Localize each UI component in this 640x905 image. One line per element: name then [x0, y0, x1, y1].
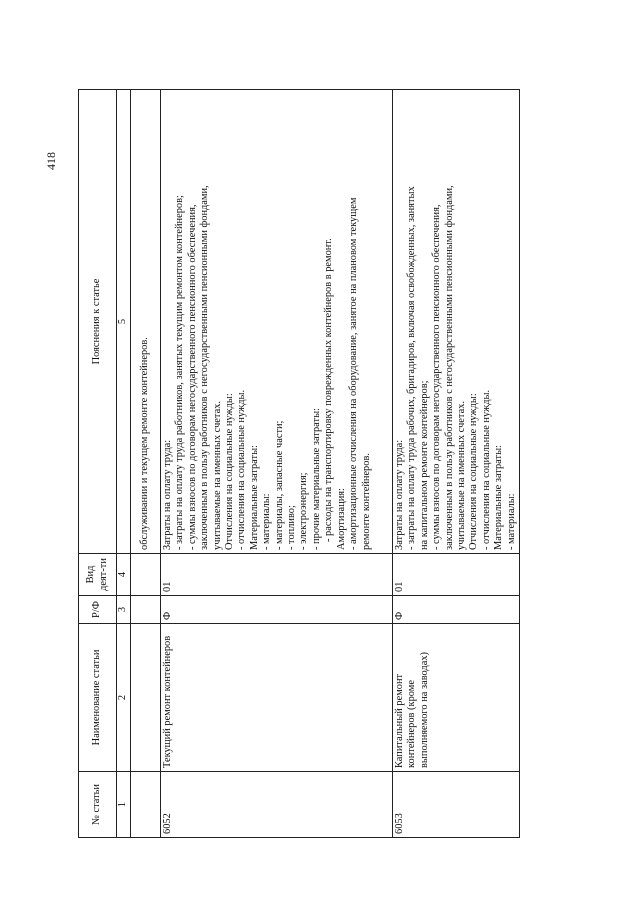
rf-value: Ф [393, 596, 520, 624]
article-number: 6053 [393, 772, 520, 838]
cost-items-table [78, 89, 520, 838]
explanation-line: - топливо; [286, 505, 298, 550]
rotated-table-container [78, 90, 517, 838]
explanation-line: учитываемые на именных счетах. [211, 401, 223, 550]
header-numbers-row [117, 90, 131, 838]
explanation-line: - отчисления на социальные нужды. [480, 389, 492, 550]
rf-value: Ф [161, 596, 393, 624]
explanation-line: - электроэнергия; [298, 472, 310, 550]
explanation-line: ремонте контейнеров. [360, 453, 372, 550]
header-number: 2 [117, 624, 131, 772]
header-activity-type: Вид деят-ти [79, 554, 117, 596]
header-article-number: № статьи [79, 772, 117, 838]
explanation-line: - амортизационные отчисления на оборудование, занятое на плановом текущем [348, 197, 360, 550]
explanation-line: заключенным в пользу работников с негосударственными пенсионными фондами, [443, 185, 455, 550]
explanation-line: на капитальном ремонте контейнеров; [418, 380, 430, 550]
header-rf: Р/Ф [79, 596, 117, 624]
page-number: 418 [44, 152, 58, 170]
explanation-line: Материальные затраты: [493, 445, 505, 550]
header-article-name: Наименование статьи [79, 624, 117, 772]
header-explanation: Пояснения к статье [79, 90, 117, 554]
article-name: Текущий ремонт контейнеров [161, 624, 393, 772]
activity-type: 01 [161, 554, 393, 596]
explanation-cell [161, 90, 393, 554]
explanation-line: заключенным в пользу работников с негосударственными пенсионными фондами, [199, 185, 211, 550]
table-row [393, 90, 520, 838]
article-name: Капитальный ремонт контейнеров (кроме выполняемого на заводах) [393, 624, 520, 772]
explanation-line: - материалы, запасные части; [273, 420, 285, 550]
explanation-cell [393, 90, 520, 554]
explanation-line: учитываемые на именных счетах. [456, 401, 468, 550]
header-row [79, 90, 117, 838]
continuation-text: обслуживании и текущем ремонте контейнеров. [131, 90, 161, 554]
explanation-line: Отчисления на социальные нужды: [468, 393, 480, 550]
explanation-line: - отчисления на социальные нужды. [236, 389, 248, 550]
continuation-row [131, 90, 161, 838]
explanation-line: - затраты на оплату труда рабочих, бригадиров, включая освобожденных, занятых [406, 186, 418, 550]
explanation-line: - суммы взносов по договорам негосударственного пенсионного обеспечения, [186, 204, 198, 550]
explanation-line: - прочие материальные затраты: [310, 408, 322, 550]
header-number: 3 [117, 596, 131, 624]
explanation-line: - суммы взносов по договорам негосударственного пенсионного обеспечения, [431, 204, 443, 550]
explanation-line: Отчисления на социальные нужды: [224, 393, 236, 550]
table-row [161, 90, 393, 838]
article-number: 6052 [161, 772, 393, 838]
header-number: 1 [117, 772, 131, 838]
explanation-line: - материалы: [505, 493, 517, 550]
header-number: 5 [117, 90, 131, 554]
header-number: 4 [117, 554, 131, 596]
explanation-line: Материальные затраты: [248, 445, 260, 550]
explanation-line: Затраты на оплату труда: [162, 439, 173, 550]
explanation-line: - материалы: [261, 493, 273, 550]
explanation-line: - расходы на транспортировку поврежденных контейнеров в ремонт. [323, 238, 335, 542]
explanation-line: - затраты на оплату труда работников, занятых текущим ремонтом контейнеров; [174, 195, 186, 550]
activity-type: 01 [393, 554, 520, 596]
explanation-line: Затраты на оплату труда: [394, 439, 405, 550]
explanation-line: Амортизация: [335, 488, 347, 550]
